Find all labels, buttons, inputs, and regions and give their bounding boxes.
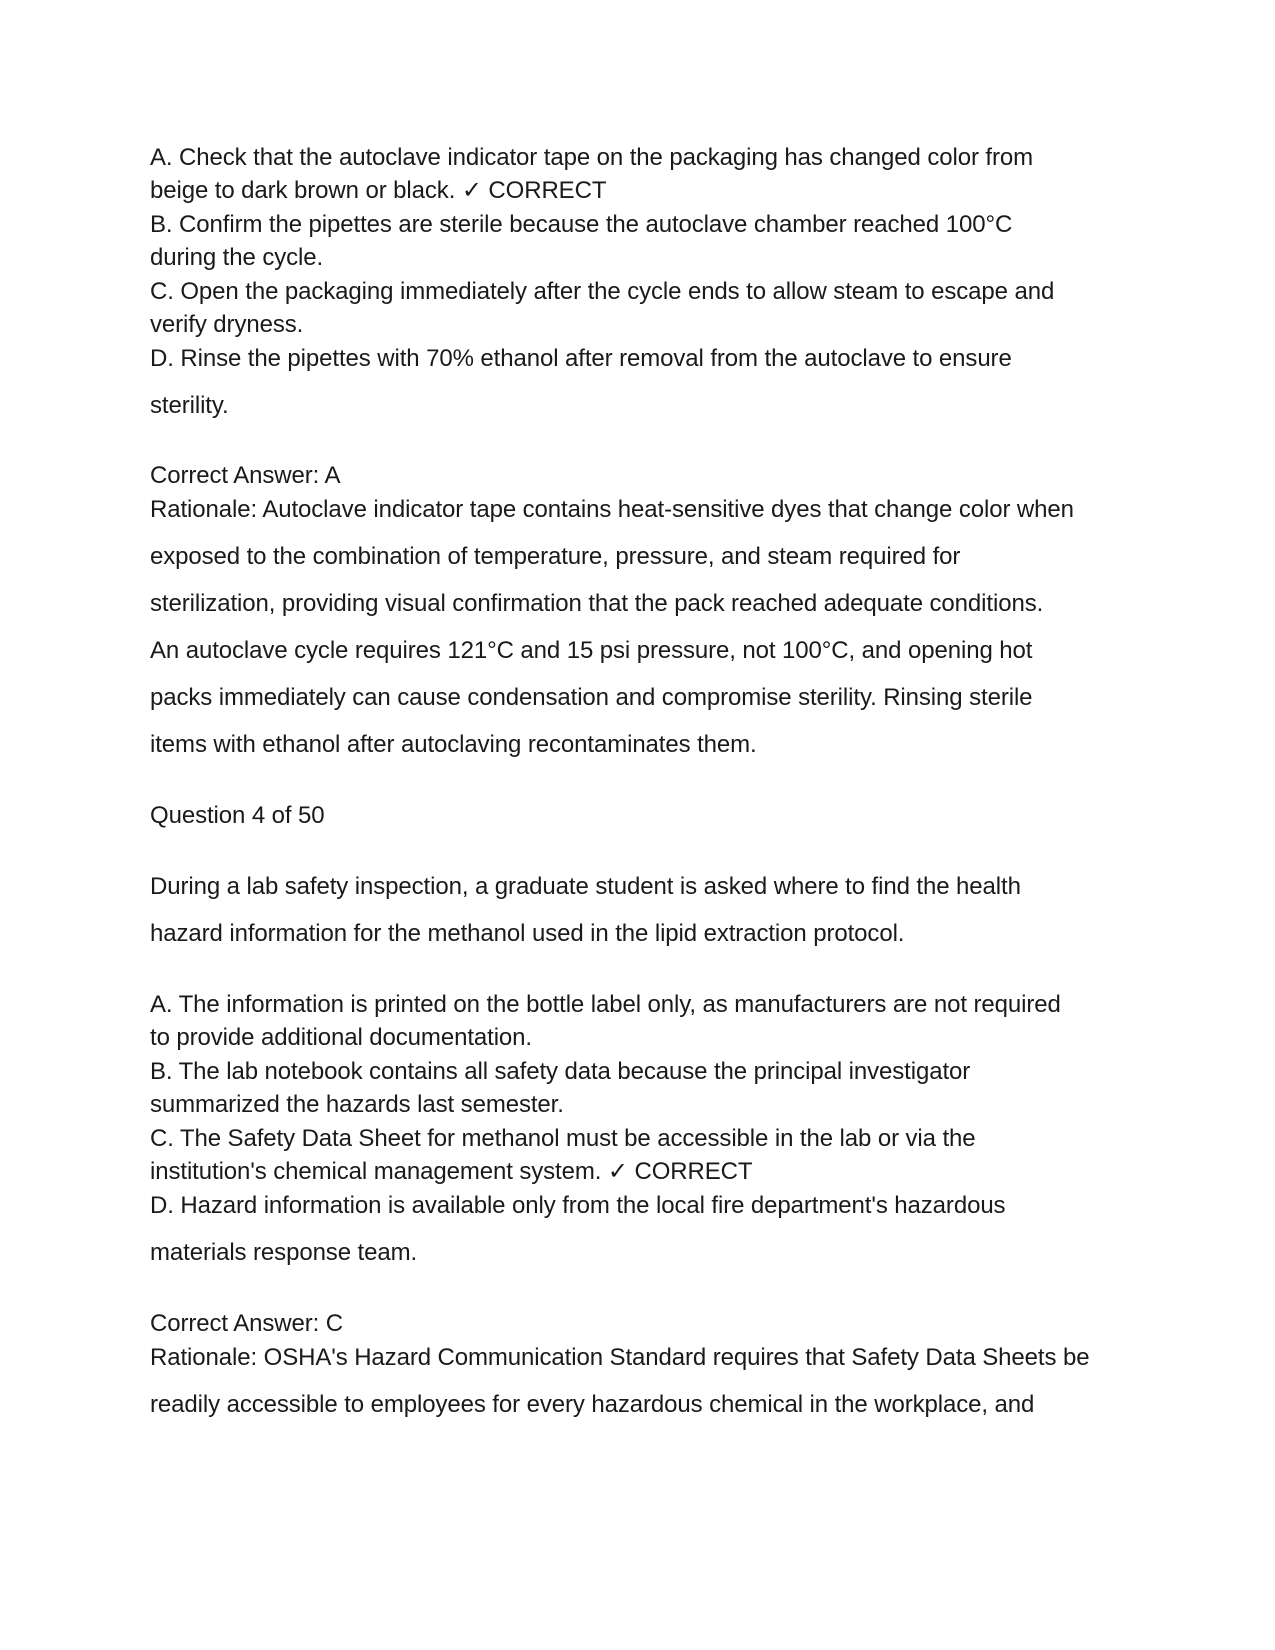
q4-option-b-line-1: B. The lab notebook contains all safety data because the principal investigator <box>150 1058 971 1085</box>
q3-option-c-line-1: C. Open the packaging immediately after the cycle ends to allow steam to escape and <box>150 278 1055 305</box>
q3-rationale-line-1: Rationale: Autoclave indicator tape contains heat-sensitive dyes that change color when <box>150 496 1074 523</box>
q3-correct-answer: Correct Answer: A <box>150 462 341 489</box>
q4-option-b-line-2: summarized the hazards last semester. <box>150 1091 564 1118</box>
q3-option-c-line-2: verify dryness. <box>150 311 304 338</box>
q4-option-d-line-1: D. Hazard information is available only from the local fire department's hazardous <box>150 1192 1006 1219</box>
q3-rationale-line-5: packs immediately can cause condensation and compromise sterility. Rinsing sterile <box>150 684 1033 711</box>
q3-option-a-line-1: A. Check that the autoclave indicator tape on the packaging has changed color from <box>150 144 1034 171</box>
q4-heading: Question 4 of 50 <box>150 802 325 829</box>
q4-option-a-line-2: to provide additional documentation. <box>150 1024 532 1051</box>
q4-rationale-line-1: Rationale: OSHA's Hazard Communication Standard requires that Safety Data Sheets be <box>150 1344 1090 1371</box>
q4-option-a-line-1: A. The information is printed on the bottle label only, as manufacturers are not required <box>150 991 1061 1018</box>
q3-option-a-line-2: beige to dark brown or black. ✓ CORRECT <box>150 177 607 204</box>
q4-stem-line-1: During a lab safety inspection, a graduate student is asked where to find the health <box>150 873 1021 900</box>
q3-option-b-line-2: during the cycle. <box>150 244 324 271</box>
q3-rationale-line-4: An autoclave cycle requires 121°C and 15 psi pressure, not 100°C, and opening hot <box>150 637 1033 664</box>
q4-option-d-line-2: materials response team. <box>150 1239 418 1266</box>
q4-option-c-line-2: institution's chemical management system. ✓ CORRECT <box>150 1158 753 1185</box>
q3-rationale-line-6: items with ethanol after autoclaving recontaminates them. <box>150 731 757 758</box>
q4-option-c-line-1: C. The Safety Data Sheet for methanol must be accessible in the lab or via the <box>150 1125 976 1152</box>
q3-option-b-line-1: B. Confirm the pipettes are sterile because the autoclave chamber reached 100°C <box>150 211 1013 238</box>
q3-option-d-line-1: D. Rinse the pipettes with 70% ethanol after removal from the autoclave to ensure <box>150 345 1012 372</box>
q3-rationale-line-3: sterilization, providing visual confirmation that the pack reached adequate conditions. <box>150 590 1044 617</box>
q4-correct-answer: Correct Answer: C <box>150 1310 344 1337</box>
q4-rationale-line-2: readily accessible to employees for every hazardous chemical in the workplace, and <box>150 1391 1035 1418</box>
q3-rationale-line-2: exposed to the combination of temperature, pressure, and steam required for <box>150 543 961 570</box>
q4-stem-line-2: hazard information for the methanol used in the lipid extraction protocol. <box>150 920 905 947</box>
q3-option-d-line-2: sterility. <box>150 392 229 419</box>
